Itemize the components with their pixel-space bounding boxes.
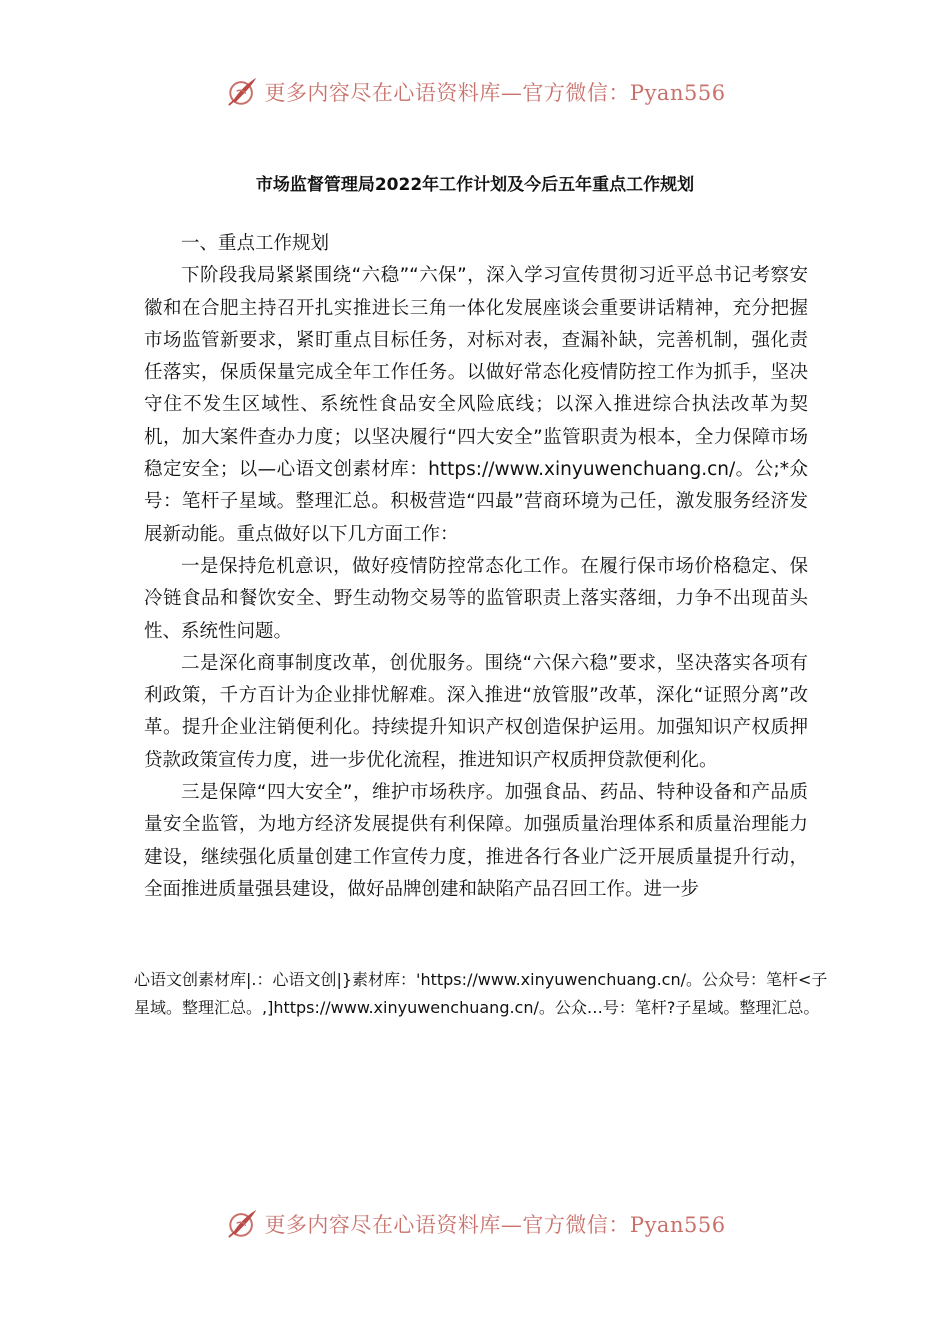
body-paragraph: 三是保障“四大安全”，维护市场秩序。加强食品、药品、特种设备和产品质量安全监管，为地方经济发展提供有利保障。加强质量治理体系和质量治理能力建设，继续强化质量创建工作宣传力度，推进各行各业广泛开展质量提升行动，全面推进质量强县建设，做好品牌创建和缺陷产品召回工作。进一步 (144, 782, 808, 900)
body-paragraph: 下阶段我局紧紧围绕“六稳”“六保”，深入学习宣传贯彻习近平总书记考察安徽和在合肥主持召开扎实推进长三角一体化发展座谈会重要讲话精神，充分把握市场监管新要求，紧盯重点目标任务，对标对表，查漏补缺，完善机制，强化责任落实，保质保量完成全年工作任务。以做好常态化疫情防控工作为抓手，坚决守住不发生区域性、系统性食品安全风险底线；以深入推进综合执法改革为契机，加大案件查办力度；以坚决履行“四大安全”监管职责为根本，全力保障市场稳定安全；以—心语文创素材库：https://www.xinyuwenchuang.cn/。公;*众号：笔杆子星域。整理汇总。积极营造“四最”营商环境为己任，激发服务经济发展新动能。重点做好以下几方面工作： (144, 265, 808, 545)
body-paragraph: 二是深化商事制度改革，创优服务。围绕“六保六稳”要求，坚决落实各项有利政策，千方百计为企业排忧解难。深入推进“放管服”改革，深化“证照分离”改革。提升企业注销便利化。持续提升知识产权创造保护运用。加强知识产权质押贷款政策宣传力度，进一步优化流程，推进知识产权质押贷款便利化。 (144, 652, 808, 771)
section-heading: 一、重点工作规划 (181, 233, 330, 254)
feather-pen-logo-icon (224, 74, 260, 110)
document-title: 市场监督管理局2022年工作计划及今后五年重点工作规划 (255, 175, 695, 195)
header-banner-text: 更多内容尽在心语资料库—官方微信：Pyan556 (264, 81, 726, 105)
header-banner (0, 72, 950, 112)
watermark-footnote: 心语文创素材库|.：心语文创|}素材库：'https://www.xinyuwenchuang.cn/。公众号：笔杆<子星域。整理汇总。,]https://www.xinyuwenchuang.cn/。公众…号：笔杆?子星域。整理汇总。 (134, 970, 828, 1017)
document-body (144, 228, 808, 906)
footer-banner-text: 更多内容尽在心语资料库—官方微信：Pyan556 (264, 1213, 726, 1237)
body-paragraph: 一是保持危机意识，做好疫情防控常态化工作。在履行保市场价格稳定、保冷链食品和餐饮安全、野生动物交易等的监管职责上落实落细，力争不出现苗头性、系统性问题。 (144, 555, 808, 642)
feather-pen-logo-icon (224, 1206, 260, 1242)
footer-banner (0, 1204, 950, 1244)
